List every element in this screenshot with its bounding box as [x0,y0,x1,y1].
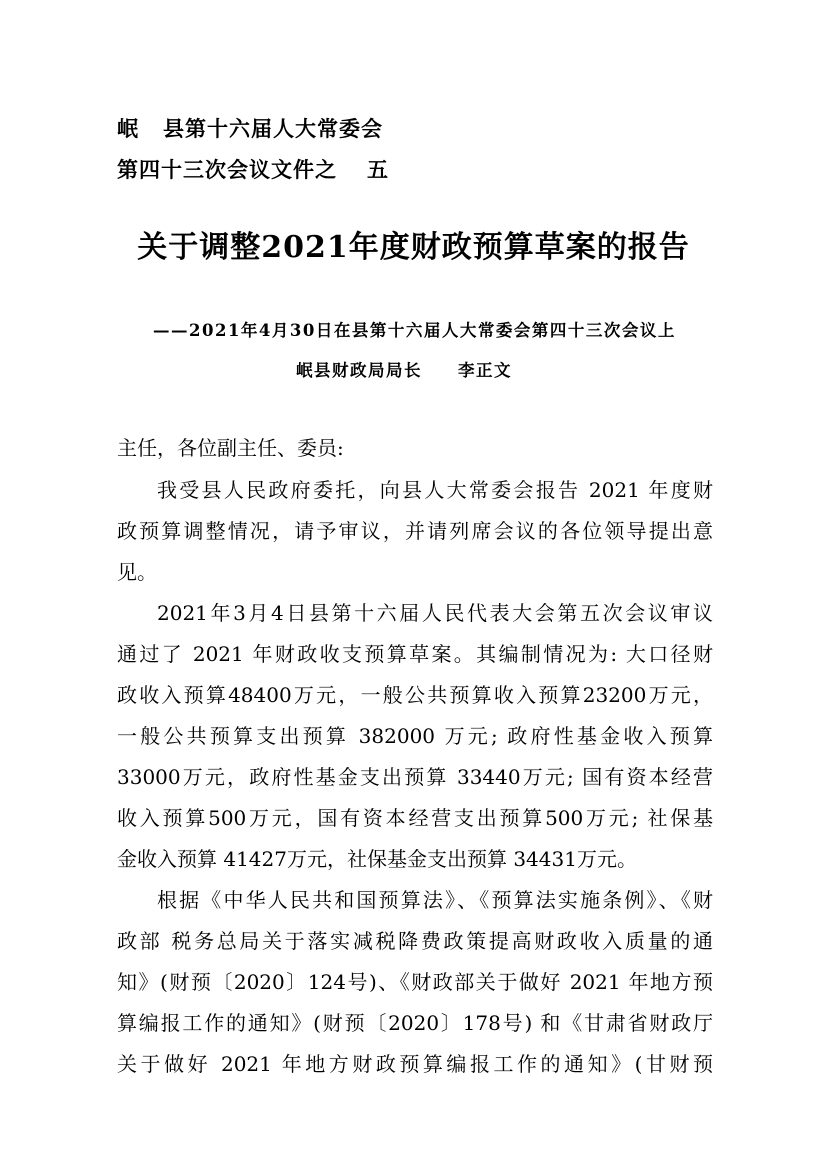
paragraph-2-line: 通过了 2021 年财政收支预算草案。其编制情况为: 大口径财 [117,642,713,666]
paragraph-3-line: 根据《中华人民共和国预算法》、《预算法实施条例》、《财 [157,888,713,912]
paragraph-2-line: 33000万元，政府性基金支出预算 33440万元; 国有资本经营 [117,765,713,789]
speaker-name: 李正文 [458,361,512,380]
paragraph-2-line: 2021年3月4日县第十六届人民代表大会第五次会议审议 [157,601,713,625]
paragraph-2-line: 政收入预算48400万元，一般公共预算收入预算23200万元， [117,683,713,707]
paragraph-3-line: 政部 税务总局关于落实减税降费政策提高财政收入质量的通 [117,929,713,953]
document-title: 关于调整2021年度财政预算草案的报告 [137,230,690,265]
header-county-char: 岷 [117,117,139,141]
paragraph-3-line: 知》(财预〔2020〕124号)、《财政部关于做好 2021 年地方预 [117,970,713,994]
subtitle-date-line: ——2021年4月30日在县第十六届人大常委会第四十三次会议上 [153,321,676,340]
header-committee [117,113,383,143]
paragraph-3-line: 算编报工作的通知》(财预〔2020〕178号) 和《甘肃省财政厅 [117,1011,713,1035]
paragraph-2-line: 一般公共预算支出预算 382000 万元; 政府性基金收入预算 [117,724,713,748]
paragraph-1-line: 我受县人民政府委托，向县人大常委会报告 2021 年度财 [157,478,713,502]
header-session [117,154,389,184]
paragraph-2-line: 收入预算500万元，国有资本经营支出预算500万元; 社保基 [117,806,713,830]
speaker-title: 岷县财政局局长 [296,361,422,380]
header-session-text: 第四十三次会议文件之 [117,158,337,182]
header-committee-name: 县第十六届人大常委会 [163,117,383,141]
paragraph-1-line: 政预算调整情况，请予审议，并请列席会议的各位领导提出意 [117,519,713,543]
subtitle-speaker [296,357,512,381]
paragraph-2-line: 金收入预算 41427万元，社保基金支出预算 34431万元。 [117,847,637,871]
salutation: 主任，各位副主任、委员: [117,436,344,460]
header-file-number: 五 [367,158,389,182]
paragraph-3-line: 关于做好 2021 年地方财政预算编报工作的通知》(甘财预 [117,1052,713,1076]
paragraph-1-line: 见。 [117,560,157,584]
